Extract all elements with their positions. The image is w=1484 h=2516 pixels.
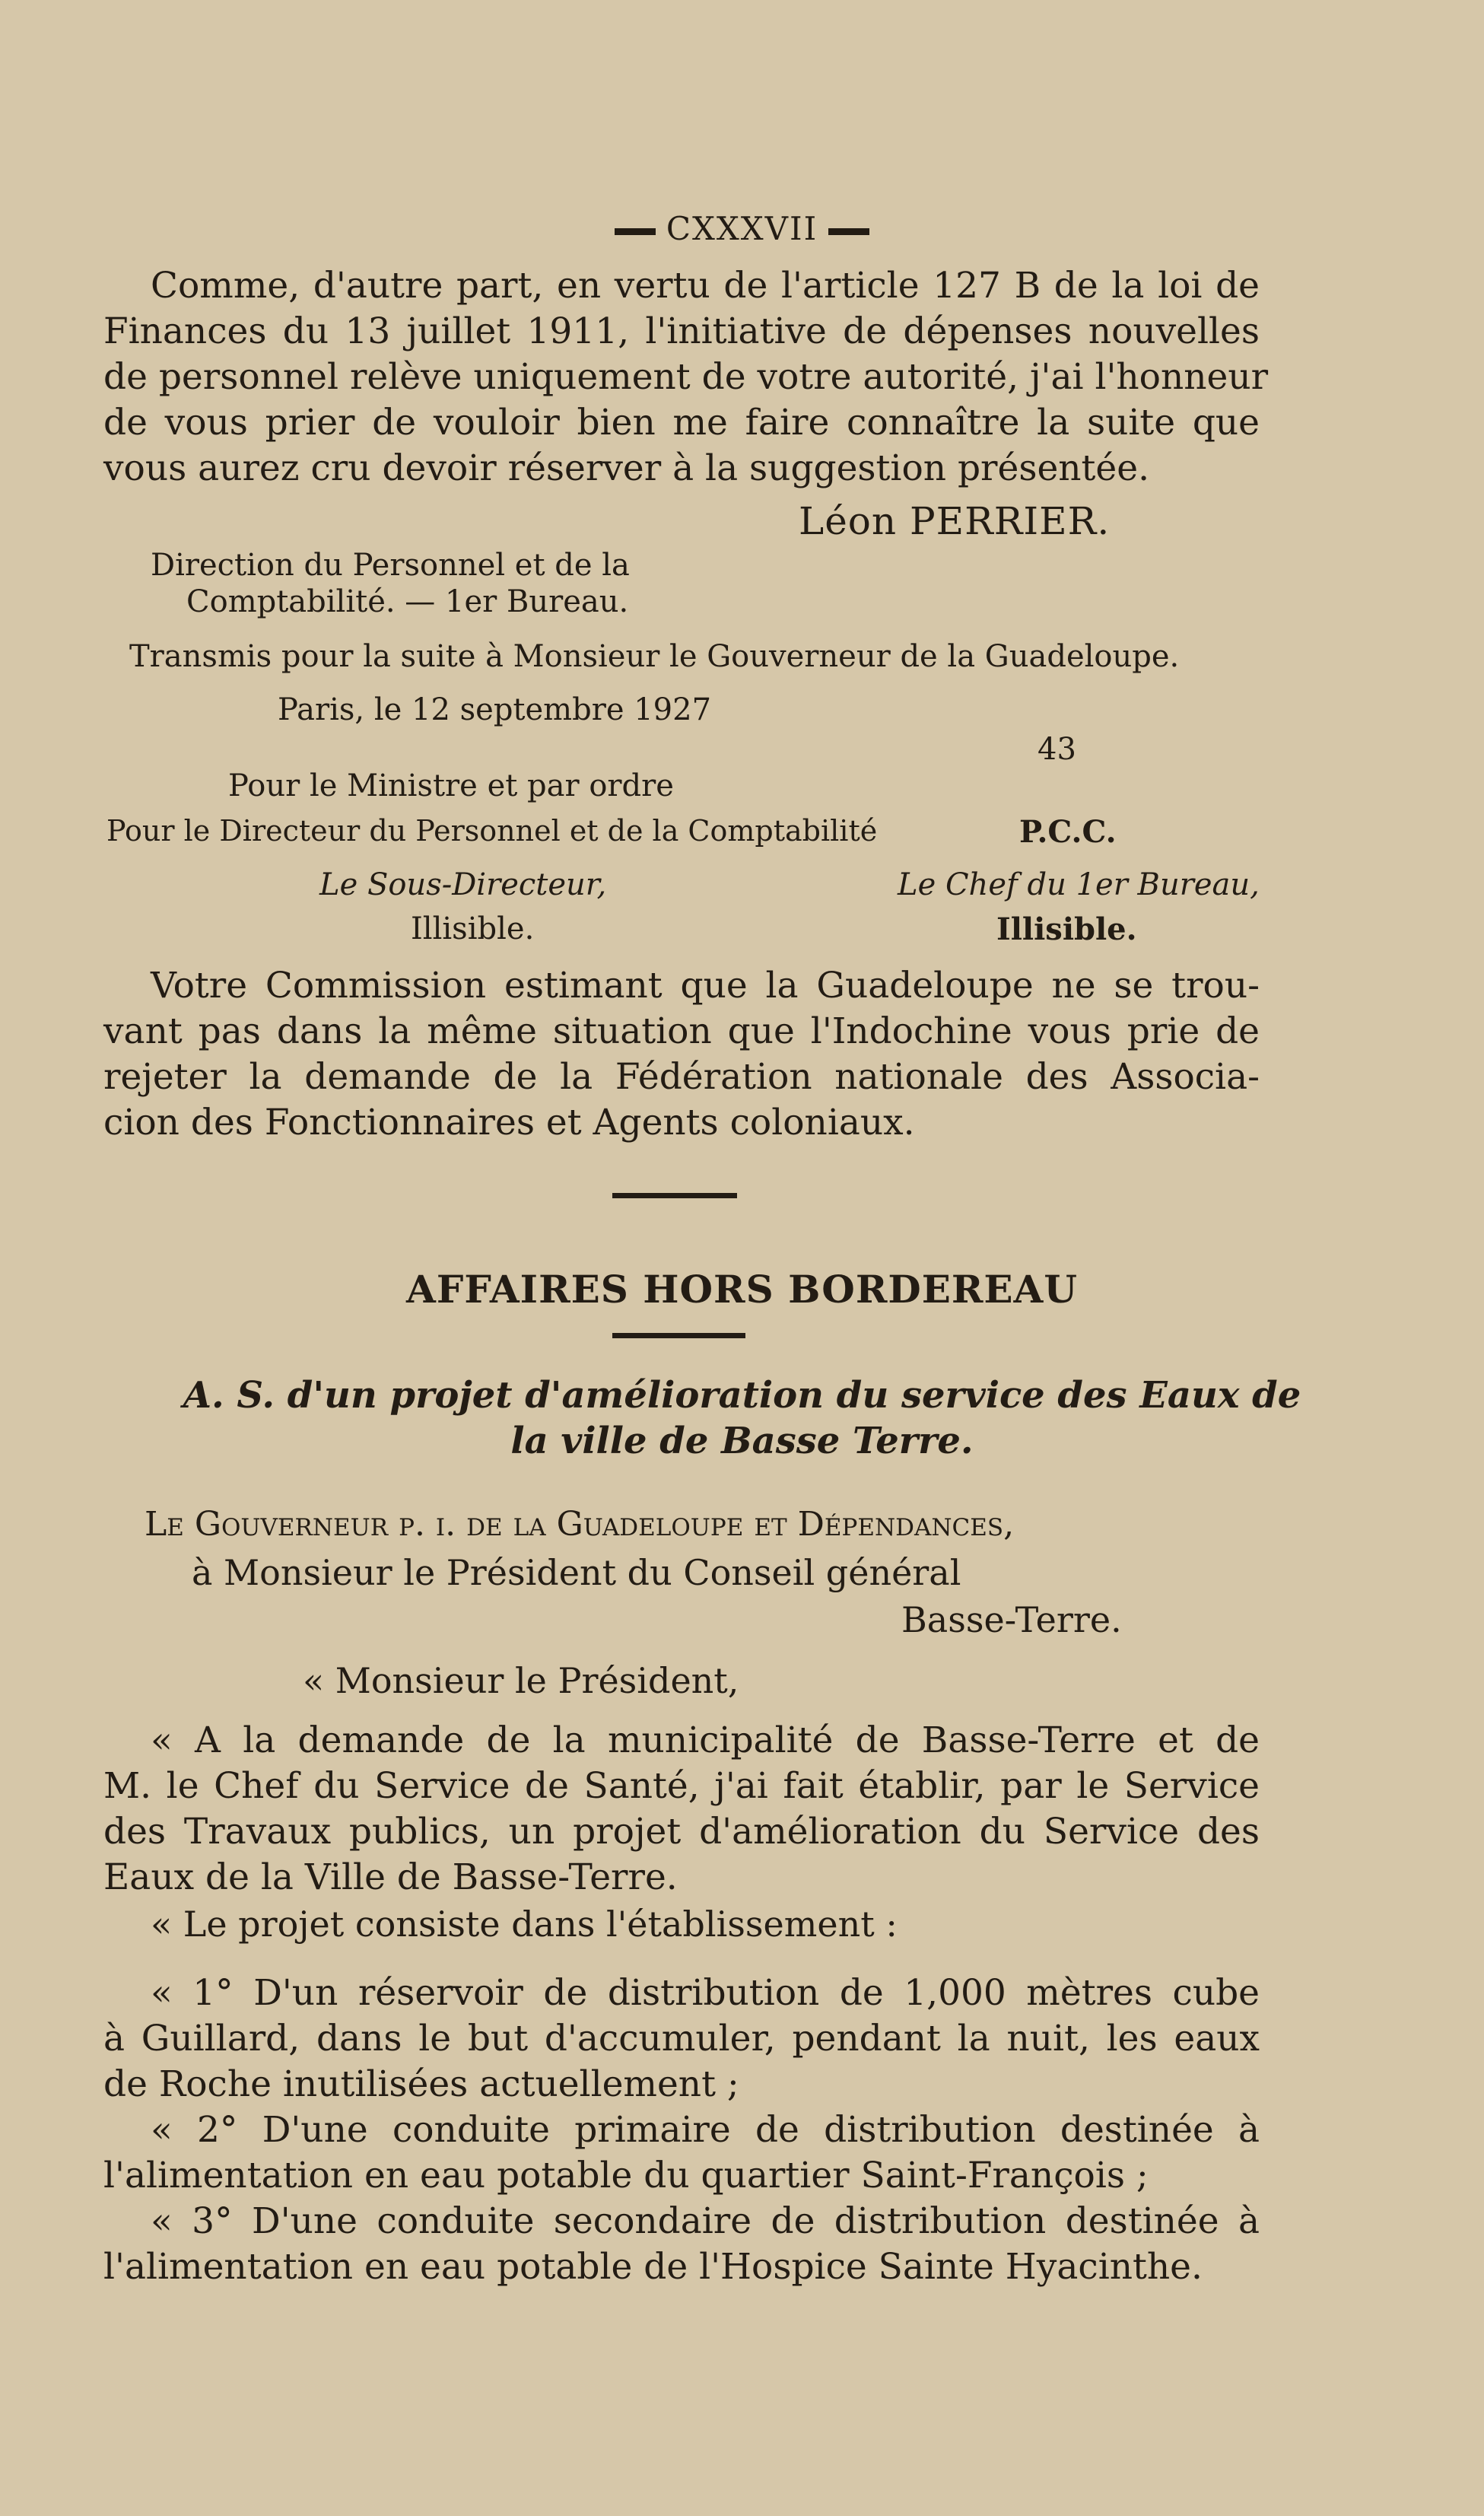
text-line: à Guillard, dans le but d'accumuler, pendant la nuit, les eaux	[103, 2018, 1260, 2060]
pour-directeur-line: Pour le Directeur du Personnel et de la Comptabilité	[106, 814, 878, 848]
text-line: vant pas dans la même situation que l'Indochine vous prie de	[103, 1010, 1260, 1052]
transmis-line: Transmis pour la suite à Monsieur le Gouverneur de la Guadeloupe.	[129, 639, 1180, 674]
text-line: des Travaux publics, un projet d'amélioration du Service des	[103, 1811, 1260, 1853]
direction-line-2: Comptabilité. — 1er Bureau.	[186, 584, 629, 619]
letter-paragraph-2: « Le projet consiste dans l'établissement :	[151, 1904, 898, 1945]
text-line: « 2° D'une conduite primaire de distribution destinée à	[151, 2109, 1260, 2151]
letter-header-line-1: Le Gouverneur p. i. de la Guadeloupe et Dépendances,	[145, 1505, 1015, 1544]
folio-dash-left	[615, 228, 656, 235]
subtitle-line-1: A. S. d'un projet d'amélioration du service des Eaux de	[183, 1374, 1301, 1417]
letter-place: Basse-Terre.	[901, 1599, 1122, 1640]
date-line: Paris, le 12 septembre 1927	[278, 692, 712, 727]
text-line: l'alimentation en eau potable du quartier Saint-François ;	[103, 2155, 1149, 2196]
text-line: de personnel relève uniquement de votre autorité, j'ai l'honneur	[103, 356, 1269, 398]
pour-ministre-line: Pour le Ministre et par ordre	[228, 768, 674, 803]
text-line: de Roche inutilisées actuellement ;	[103, 2063, 739, 2105]
list-item-3	[103, 2199, 1260, 2290]
text-line: Votre Commission estimant que la Guadeloupe ne se trou-	[151, 965, 1260, 1007]
list-item-2	[103, 2107, 1260, 2199]
subtitle-line-2: la ville de Basse Terre.	[510, 1420, 974, 1462]
chef-bureau-title: Le Chef du 1er Bureau,	[898, 867, 1260, 902]
text-line: Eaux de la Ville de Basse-Terre.	[103, 1856, 678, 1898]
text-line: « 3° D'une conduite secondaire de distribution destinée à	[151, 2200, 1260, 2242]
page-folio: CXXXVII	[0, 210, 1484, 247]
section-heading: AFFAIRES HORS BORDEREAU	[406, 1267, 1078, 1312]
folio-dash-right	[828, 228, 869, 235]
text-line: M. le Chef du Service de Santé, j'ai fait établir, par le Service	[103, 1765, 1260, 1807]
signature-leon-perrier: Léon PERRIER.	[799, 499, 1111, 543]
text-line: cion des Fonctionnaires et Agents coloniaux.	[103, 1102, 915, 1143]
list-item-1	[103, 1970, 1260, 2107]
text-line: l'alimentation en eau potable de l'Hospice Sainte Hyacinthe.	[103, 2246, 1203, 2288]
text-line: Comme, d'autre part, en vertu de l'article 127 B de la loi de	[151, 265, 1260, 307]
direction-line-1: Direction du Personnel et de la	[151, 548, 630, 583]
illisible-right: Illisible.	[996, 911, 1137, 947]
illisible-left: Illisible.	[411, 911, 535, 946]
divider-rule-top	[612, 1193, 737, 1198]
sous-directeur-title: Le Sous-Directeur,	[319, 867, 607, 902]
text-line: « 1° D'un réservoir de distribution de 1,000 mètres cube	[151, 1972, 1260, 2014]
text-line: rejeter la demande de la Fédération nationale des Associa-	[103, 1056, 1260, 1098]
text-line: « A la demande de la municipalité de Basse-Terre et de	[151, 1719, 1260, 1761]
intro-paragraph	[103, 263, 1269, 491]
document-number: 43	[1038, 732, 1076, 767]
text-line: Finances du 13 juillet 1911, l'initiative de dépenses nouvelles	[103, 310, 1260, 352]
pcc-mark: P.C.C.	[1019, 814, 1117, 850]
letter-header-line-2: à Monsieur le Président du Conseil général	[192, 1552, 961, 1593]
text-line: de vous prier de vouloir bien me faire connaître la suite que	[103, 402, 1260, 444]
divider-rule-bottom	[612, 1333, 745, 1338]
letter-salutation: « Monsieur le Président,	[303, 1660, 739, 1701]
letter-paragraph-1	[103, 1718, 1260, 1901]
text-line: vous aurez cru devoir réserver à la suggestion présentée.	[103, 447, 1150, 489]
commission-paragraph	[103, 963, 1260, 1146]
